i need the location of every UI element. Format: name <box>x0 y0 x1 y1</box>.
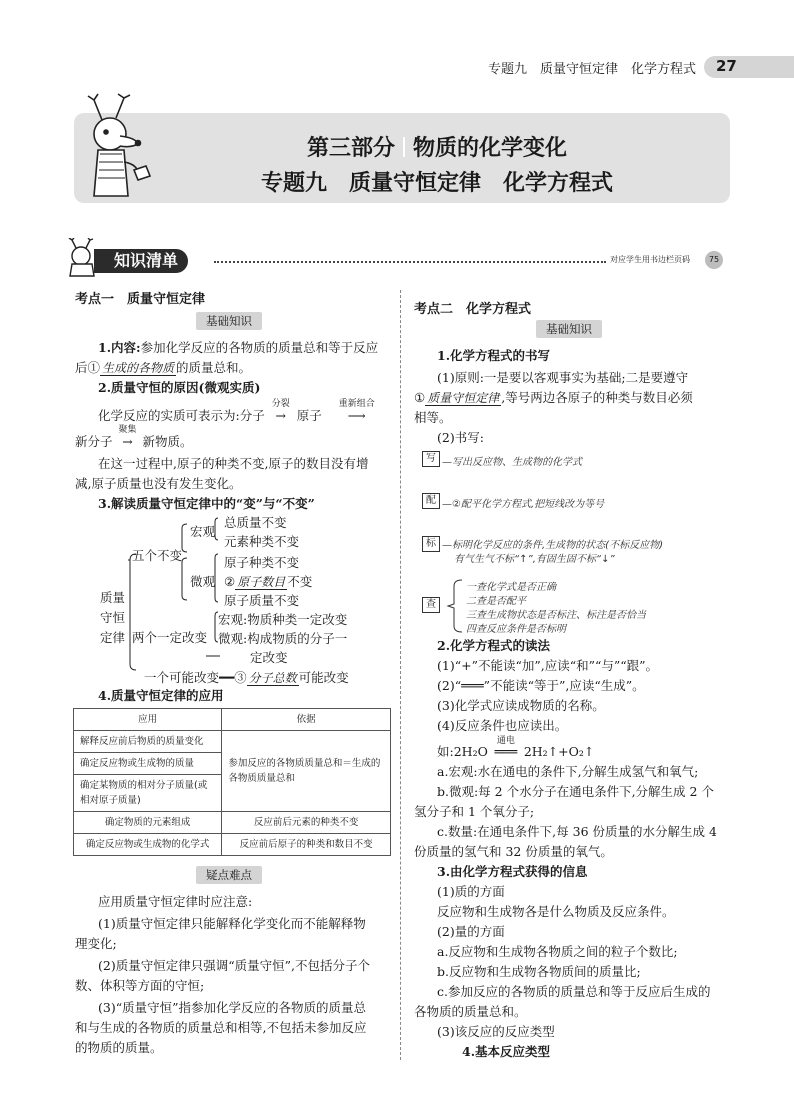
chapter-title: 专题九 质量守恒定律 化学方程式 <box>260 171 613 196</box>
content-line: 4.质量守恒定律的应用 <box>98 688 224 703</box>
section-label: 知识清单 <box>94 249 188 273</box>
answer-blank: 分子总数 <box>248 671 297 685</box>
flow-step-write: 写 <box>422 451 440 467</box>
tree-leaf: 宏观:物质种类一定改变 <box>218 612 348 627</box>
dotted-divider <box>214 261 606 263</box>
content-line: (3)化学式应读成物质的名称。 <box>437 698 605 713</box>
tree-node-one: 一个可能改变━━③ 分子总数 可能改变 <box>144 670 349 685</box>
section-note: 对应学生用书边栏页码 <box>610 255 690 264</box>
tree-root: 质量 守恒 定律 <box>100 590 126 645</box>
content-line: 的物质的质量。 <box>75 1040 163 1055</box>
table-header: 应用 <box>74 709 222 731</box>
table-cell: 确定物质的元素组成 <box>74 812 222 834</box>
content-line: a.反应物和生成物各物质之间的粒子个数比; <box>437 944 678 959</box>
flow-step-check: 查 <box>422 597 440 613</box>
content-line: c.参加反应的各物质的质量总和等于反应后生成的 <box>437 984 711 999</box>
flow-note: —写出反应物、生成物的化学式 <box>442 457 582 468</box>
content-line: 应用质量守恒定律时应注意: <box>98 894 253 909</box>
content-line: 各物质的质量总和。 <box>414 1004 527 1019</box>
content-line: (4)反应条件也应读出。 <box>437 718 568 733</box>
flow-note: 三查生成物状态是否标注、标注是否恰当 <box>466 610 646 621</box>
content-line: c.数量:在通电条件下,每 36 份质量的水分解生成 4 <box>437 824 717 839</box>
content-line: (1)质的方面 <box>437 884 505 899</box>
content-line: 化学反应的实质可表示为:分子 分裂 → 原子 重新组合 ⟶ <box>98 399 375 423</box>
content-line: (2)“═══”不能读“等于”,应读“生成”。 <box>437 678 645 693</box>
content-line: 3.由化学方程式获得的信息 <box>437 864 588 879</box>
running-header: 专题九 质量守恒定律 化学方程式 <box>488 62 697 77</box>
tree-node-five: 五个不变 <box>132 548 183 563</box>
flow-note: —②配平化学方程式,把短线改为等号 <box>442 499 605 510</box>
difficult-points-tag: 疑点难点 <box>196 866 262 884</box>
tree-leaf: 微观:构成物质的分子一 <box>218 631 348 646</box>
content-line: 反应物和生成物各是什么物质及反应条件。 <box>437 904 675 919</box>
flow-bracket <box>440 578 464 634</box>
content-line: 在这一过程中,原子的种类不变,原子的数目没有增 <box>98 456 369 471</box>
tree-node-two: 两个一定改变 <box>132 630 208 645</box>
flow-step-balance: 配 <box>422 493 440 509</box>
content-line: 数、体积等方面的守恒; <box>75 978 205 993</box>
content-line: b.微观:每 2 个水分子在通电条件下,分解生成 2 个 <box>437 784 714 799</box>
tree-leaf: ② 原子数目 不变 <box>224 574 313 589</box>
content-line: 新分子 聚集 → 新物质。 <box>75 425 193 449</box>
table-cell: 反应前后元素的种类不变 <box>222 812 391 834</box>
basic-knowledge-tag: 基础知识 <box>196 312 262 330</box>
chemical-equation: 如:2H₂O 通电 ═══ 2H₂↑+O₂↑ <box>437 736 595 759</box>
tree-leaf: 原子质量不变 <box>224 593 300 608</box>
tree-leaf: 元素种类不变 <box>224 534 300 549</box>
table-cell: 确定反应物或生成物的化学式 <box>74 834 222 856</box>
table-cell: 解释反应前后物质的质量变化 <box>74 731 222 753</box>
table-cell: 确定反应物或生成物的质量 <box>74 753 222 775</box>
content-line: 4.基本反应类型 <box>462 1044 551 1059</box>
content-line: a.宏观:水在通电的条件下,分解生成氢气和氧气; <box>437 764 699 779</box>
part-title: 第三部分 物质的化学变化 <box>306 136 568 161</box>
content-line: ① 质量守恒定律 ,等号两边各原子的种类与数目必须 <box>414 390 693 405</box>
table-cell: 确定某物质的相对分子质量(或相对原子质量) <box>74 775 222 812</box>
content-line: 理变化; <box>75 936 117 951</box>
content-line: (3)该反应的反应类型 <box>437 1024 555 1039</box>
content-line: 1.内容:参加化学反应的各物质的质量总和等于反应 <box>98 340 379 355</box>
tree-node-micro: 微观 <box>190 574 216 589</box>
content-line: (1)“+”不能读“加”,应读“和”“与”“跟”。 <box>437 658 659 673</box>
content-line: 相等。 <box>414 410 452 425</box>
flow-note: 一查化学式是否正确 <box>466 582 556 593</box>
content-line: 减,原子质量也没有发生变化。 <box>75 476 242 491</box>
application-table <box>73 708 391 856</box>
column-divider <box>400 290 401 1060</box>
content-line: 2.质量守恒的原因(微观实质) <box>98 380 261 395</box>
content-line: b.反应物和生成物各物质间的质量比; <box>437 964 641 979</box>
content-line: 1.化学方程式的书写 <box>437 348 551 363</box>
tree-leaf: 原子种类不变 <box>224 555 300 570</box>
table-cell: 参加反应的各物质质量总和＝生成的各物质质量总和 <box>222 731 391 812</box>
page-number: 27 <box>716 57 737 75</box>
content-line: (2)质量守恒定律只强调“质量守恒”,不包括分子个 <box>98 958 370 973</box>
section-page-badge: 75 <box>705 251 723 269</box>
flow-note: 二查是否配平 <box>466 596 526 607</box>
content-line: (1)质量守恒定律只能解释化学变化而不能解释物 <box>98 916 366 931</box>
content-line: 份质量的氢气和 32 份质量的氧气。 <box>414 844 613 859</box>
tree-leaf: 定改变 <box>250 650 288 665</box>
content-line: (2)量的方面 <box>437 924 505 939</box>
answer-blank: 质量守恒定律 <box>427 391 500 405</box>
content-line: 和与生成的各物质的质量总和相等,不包括未参加反应 <box>75 1020 367 1035</box>
basic-knowledge-tag: 基础知识 <box>536 320 602 338</box>
content-line: (3)“质量守恒”指参加化学反应的各物质的质量总 <box>98 1000 366 1015</box>
table-header: 依据 <box>222 709 391 731</box>
flow-note: 有气生气不标“↑”,有固生固不标“↓” <box>454 554 615 565</box>
tree-leaf: 总质量不变 <box>224 515 287 530</box>
answer-blank: 原子数目 <box>237 575 286 589</box>
content-line: 3.解读质量守恒定律中的“变”与“不变” <box>98 496 315 511</box>
content-line: 后① 生成的各物质 的质量总和。 <box>75 360 252 375</box>
flow-note: 四查反应条件是否标明 <box>466 624 566 635</box>
flow-note: —标明化学反应的条件,生成物的状态(不标反应物) <box>442 540 663 551</box>
flow-step-mark: 标 <box>422 536 440 552</box>
content-line: (1)原则:一是要以客观事实为基础;二是要遵守 <box>437 370 689 385</box>
answer-blank: 生成的各物质 <box>102 361 175 375</box>
content-line: 2.化学方程式的读法 <box>437 638 551 653</box>
kaodian-1-title: 考点一 质量守恒定律 <box>75 292 206 307</box>
kaodian-2-title: 考点二 化学方程式 <box>414 302 532 317</box>
content-line: 氢分子和 1 个氧分子; <box>414 804 535 819</box>
content-line: (2)书写: <box>437 430 484 445</box>
tree-node-macro: 宏观 <box>190 524 216 539</box>
table-cell: 反应前后原子的种类和数目不变 <box>222 834 391 856</box>
